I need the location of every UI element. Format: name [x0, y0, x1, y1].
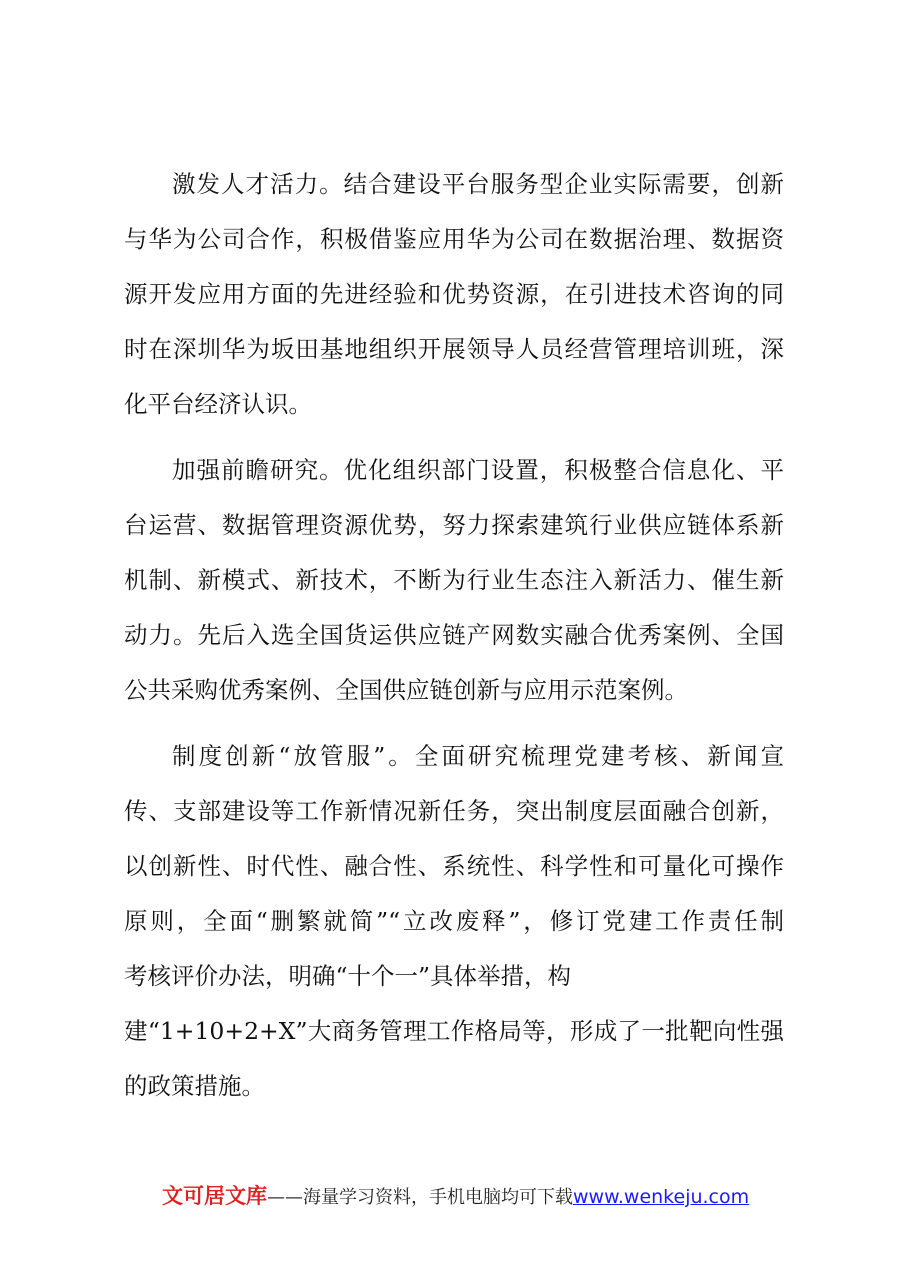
footer-description: 海量学习资料，手机电脑均可下载: [303, 1187, 573, 1208]
paragraph-3-line-1: 制度创新“放管服”。全面研究梳理党建考核、新闻宣: [172, 742, 784, 770]
paragraph-3-line-5: 考核评价办法，明确“十个一”具体举措，构: [124, 962, 572, 990]
footer-brand: 文可居文库: [162, 1184, 267, 1208]
paragraph-2-line-3: 机制、新模式、新技术，不断为行业生态注入新活力、催生新: [124, 566, 784, 594]
footer-url-link[interactable]: www.wenkeju.com: [573, 1186, 750, 1208]
paragraph-3-line-2: 传、支部建设等工作新情况新任务，突出制度层面融合创新，: [124, 797, 784, 825]
paragraph-1-line-3: 源开发应用方面的先进经验和优势资源，在引进技术咨询的同: [124, 280, 784, 308]
paragraph-1-line-5: 化平台经济认识。: [124, 390, 312, 418]
paragraph-3-line-3: 以创新性、时代性、融合性、系统性、科学性和可量化可操作: [124, 852, 784, 880]
paragraph-2-line-2: 台运营、数据管理资源优势，努力探索建筑行业供应链体系新: [124, 511, 784, 539]
paragraph-2-line-4: 动力。先后入选全国货运供应链产网数实融合优秀案例、全国: [124, 621, 784, 649]
footer-dash: ——: [267, 1187, 303, 1208]
paragraph-1-line-4: 时在深圳华为坂田基地组织开展领导人员经营管理培训班，深: [124, 335, 784, 363]
paragraph-1-line-1: 激发人才活力。结合建设平台服务型企业实际需要，创新: [172, 170, 784, 198]
paragraph-3-line-4: 原则，全面“删繁就简”“立改废释”，修订党建工作责任制: [124, 907, 784, 935]
paragraph-2-line-5: 公共采购优秀案例、全国供应链创新与应用示范案例。: [124, 676, 688, 704]
paragraph-3-line-7: 的政策措施。: [124, 1072, 265, 1100]
paragraph-2-line-1: 加强前瞻研究。优化组织部门设置，积极整合信息化、平: [172, 456, 784, 484]
footer-banner: [162, 1183, 749, 1211]
paragraph-3-line-6: 建“1+10+2+X”大商务管理工作格局等，形成了一批靶向性强: [124, 1017, 784, 1045]
paragraph-1-line-2: 与华为公司合作，积极借鉴应用华为公司在数据治理、数据资: [124, 225, 784, 253]
